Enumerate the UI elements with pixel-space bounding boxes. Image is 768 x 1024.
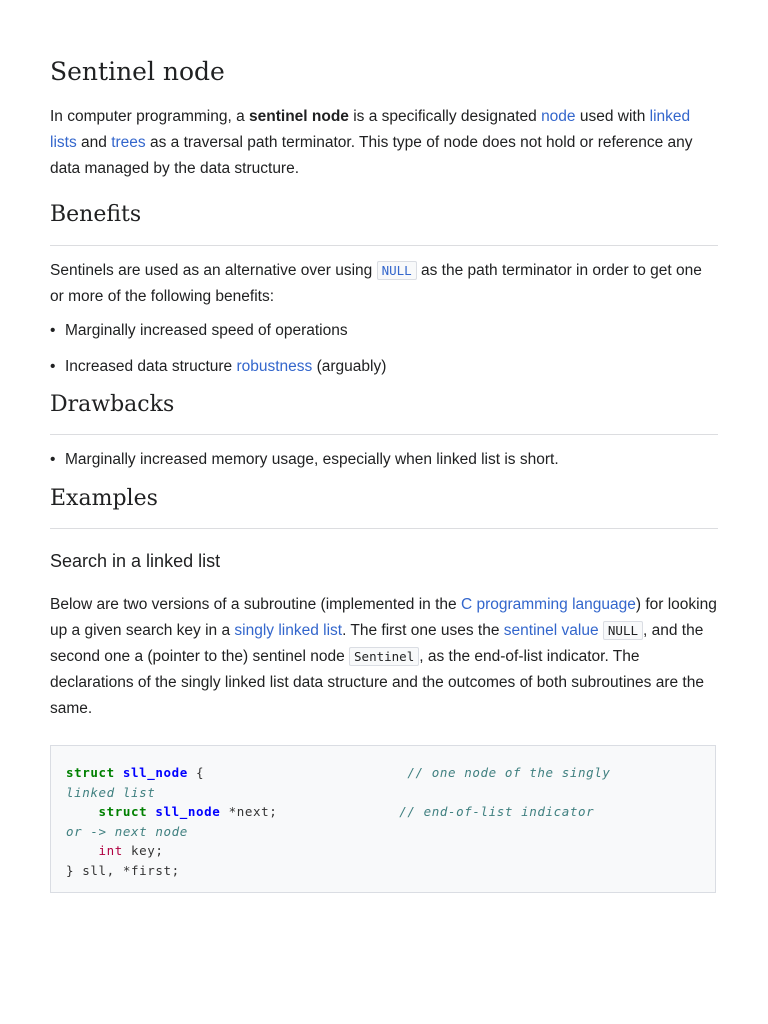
link-trees[interactable]: trees [111,134,146,151]
drawbacks-list [50,447,718,473]
heading-divider [50,434,718,435]
code-keyword: struct [98,804,148,819]
intro-text: and [76,134,112,151]
heading-divider [50,245,718,246]
intro-text: as a traversal path terminator. This type of node does not hold or reference any data managed by the data structure. [50,134,693,177]
heading-divider [50,528,718,529]
link-c-language[interactable]: C programming language [460,596,636,613]
code-sentinel: Sentinel [349,647,419,666]
code-keyword: int [98,843,123,858]
benefits-paragraph [50,258,718,310]
code-text: { [187,765,205,780]
intro-paragraph [50,104,718,182]
code-null: NULL [603,621,643,640]
list-item-text: Increased data structure [65,358,237,375]
link-robustness[interactable]: robustness [236,358,313,375]
heading-benefits: Benefits [50,202,142,227]
code-comment: or -> next node [66,823,188,839]
list-item-text: (arguably) [312,358,387,375]
heading-examples: Examples [50,486,158,511]
examples-paragraph [50,592,718,722]
code-type: sll_node [122,765,188,780]
intro-text: In computer programming, a [50,108,250,125]
code-comment: // one node of the singly [407,765,611,780]
link-sentinel-value[interactable]: sentinel value [503,622,599,639]
link-singly-linked-list[interactable]: singly linked list [234,622,343,639]
examples-text: Below are two versions of a subroutine (implemented in the [50,596,461,613]
code-type: sll_node [155,804,221,819]
examples-text: . The first one uses the [342,622,504,639]
code-text: *next; [220,804,278,819]
benefits-list [50,318,718,380]
code-comment: // end-of-list indicator [399,804,595,819]
code-text: key; [122,843,164,858]
intro-text: is a specifically designated [348,108,542,125]
code-text: } sll, *first; [66,862,180,878]
code-keyword: struct [66,765,115,780]
list-item [50,354,718,380]
code-null-link[interactable]: NULL [377,261,417,280]
code-comment: linked list [66,784,156,800]
list-item: • Marginally increased memory usage, especially when linked list is short. [50,447,718,473]
examples-text: , and the second one a (pointer to the) sentinel node [50,622,704,665]
link-linked-lists[interactable]: linked lists [50,108,691,151]
link-node[interactable]: node [541,108,576,125]
code-block [50,745,716,893]
list-item: • Marginally increased speed of operations [50,318,718,344]
code-listing [51,746,715,897]
benefits-text: Sentinels are used as an alternative over using [50,262,377,279]
intro-bold-term: sentinel node [249,108,349,125]
benefits-text: as the path terminator in order to get one or more of the following benefits: [50,262,702,305]
examples-text: , as the end-of-list indicator. The declarations of the singly linked list data structure and the outcomes of both subroutines are the same. [50,648,704,717]
page-title: Sentinel node [50,57,225,86]
intro-text: used with [575,108,650,125]
heading-drawbacks: Drawbacks [50,392,175,417]
examples-text: ) for looking up a given search key in a [50,596,717,639]
subheading-search: Search in a linked list [50,551,221,571]
